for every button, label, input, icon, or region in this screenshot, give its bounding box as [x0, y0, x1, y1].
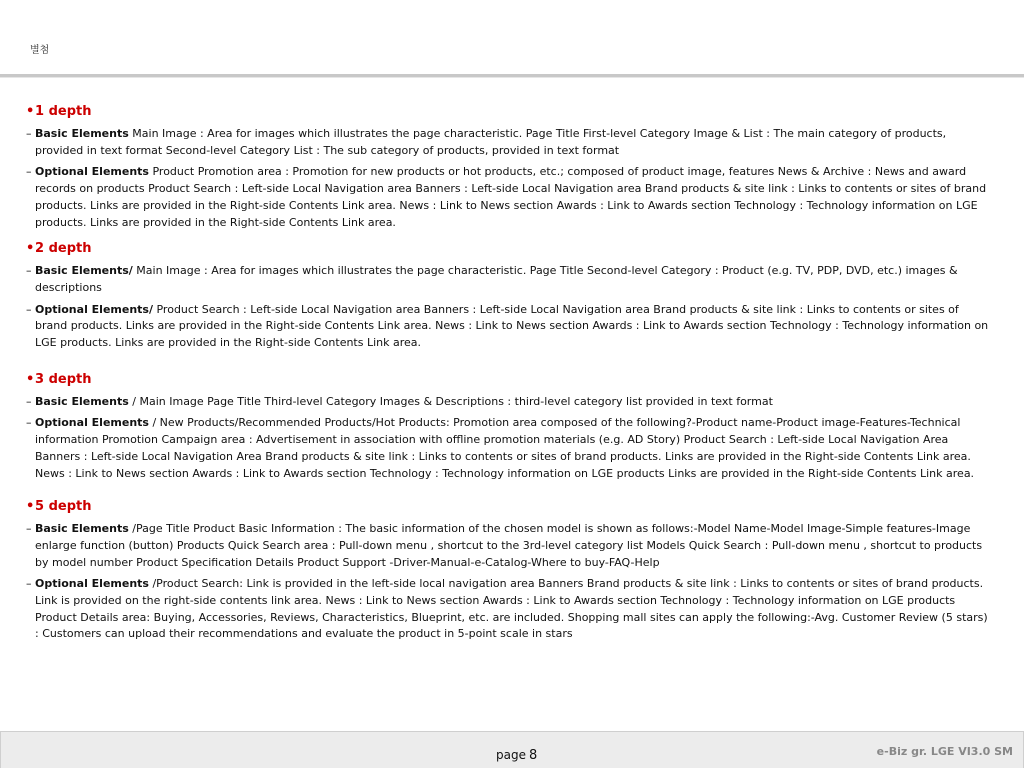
item-text: /Product Search: Link is provided in the left-side local navigation area Banners Brand products & site link : Links to contents or sites of brand products. Link is provided on the right-side contents link area. News : Link to News section Awards : Link to Awards section Technology : Technology information on LGE products Product Details area: Buying, Accessories, Reviews, Characteristics, Blueprint, etc. are included. Shopping mall sites can apply the following:-Avg. Customer Review (5 stars) : Customers can upload their recommendations and evaluate the product in 5-point scale in stars	[35, 577, 988, 641]
item-text: / Main Image Page Title Third-level Category Images & Descriptions : third-level category list provided in text format	[128, 394, 773, 408]
dash-icon: –	[26, 302, 32, 316]
dash-icon: –	[26, 394, 32, 408]
attachment-label: 별첨	[30, 45, 50, 56]
section-title: 2 depth	[35, 241, 92, 257]
dash-icon: –	[26, 522, 32, 536]
item-text: Product Search : Left-side Local Navigation area Banners : Left-side Local Navigation area Brand products & site link : Links to contents or sites of brand products. Links are provided in the Right-side Contents Link area. News : Link to News section Awards : Link to Awards section Technology : Technology information on LGE products. Links are provided in the Right-side Contents Link area.	[35, 302, 989, 350]
footer-bar	[0, 731, 1024, 768]
slide-content	[26, 102, 994, 648]
section-5-depth	[26, 497, 994, 643]
dash-icon: –	[26, 416, 32, 430]
list-item	[26, 126, 994, 159]
header-divider	[0, 74, 1024, 78]
dash-icon: –	[26, 127, 32, 140]
list-item	[26, 415, 994, 482]
bullet-icon: •	[26, 104, 35, 119]
section-2-depth	[26, 239, 994, 352]
bullet-icon: •	[26, 371, 35, 387]
item-label: Optional Elements	[35, 165, 149, 179]
section-heading	[26, 102, 994, 122]
page-label: page	[496, 748, 526, 762]
section-3-depth	[26, 370, 994, 483]
list-item	[26, 164, 994, 231]
item-label: Optional Elements	[35, 577, 149, 591]
section-1-depth	[26, 102, 994, 231]
item-label: Optional Elements	[35, 416, 149, 430]
list-item	[26, 302, 994, 352]
footer-brand: e-Biz gr. LGE VI3.0 SM	[876, 745, 1013, 758]
dash-icon: –	[26, 264, 32, 278]
section-title: 5 depth	[35, 499, 92, 515]
dash-icon: –	[26, 577, 32, 591]
list-item	[26, 263, 994, 296]
page-indicator	[496, 748, 537, 763]
item-label: Basic Elements	[35, 522, 129, 536]
item-label: Basic Elements	[35, 127, 129, 140]
item-label: Basic Elements/	[35, 264, 133, 278]
list-item	[26, 576, 994, 643]
bullet-icon: •	[26, 241, 35, 257]
list-item	[26, 521, 994, 571]
section-title: 3 depth	[35, 371, 92, 387]
dash-icon: –	[26, 165, 32, 179]
section-heading	[26, 370, 994, 390]
section-title: 1 depth	[35, 104, 92, 119]
page-number: 8	[528, 748, 538, 763]
item-text: Product Promotion area : Promotion for new products or hot products, etc.; composed of product image, features News & Archive : News and award records on products Product Search : Left-side Local Navigation area Banners : Left-side Local Navigation area Brand products & site link : Links to contents or sites of brand products. Links are provided in the Right-side Contents Link area. News : Link to News section Awards : Link to Awards section Technology : Technology information on LGE products. Links are provided in the Right-side Contents Link area.	[35, 165, 987, 229]
list-item	[26, 394, 994, 411]
item-label: Basic Elements	[35, 394, 129, 408]
item-text: /Page Title Product Basic Information : The basic information of the chosen model is shown as follows:-Model Name-Model Image-Simple features-Image enlarge function (button) Products Quick Search area : Pull-down menu , shortcut to the 3rd-level category list Models Quick Search : Pull-down menu , shortcut to products by model number Product Specification Details Product Support -Driver-Manual-e-Catalog-Where to buy-FAQ-Help	[35, 522, 983, 569]
item-text: Main Image : Area for images which illustrates the page characteristic. Page Title First-level Category Image & List : The main category of products, provided in text format Second-level Category List : The sub category of products, provided in text format	[35, 127, 947, 157]
section-heading	[26, 497, 994, 517]
item-label: Optional Elements/	[35, 302, 153, 316]
item-text: Main Image : Area for images which illustrates the page characteristic. Page Title Second-level Category : Product (e.g. TV, PDP, DVD, etc.) images & descriptions	[35, 264, 958, 294]
section-heading	[26, 239, 994, 259]
bullet-icon: •	[26, 499, 35, 515]
item-text: / New Products/Recommended Products/Hot Products: Promotion area composed of the following?-Product name-Product image-Features-Technical information Promotion Campaign area : Advertisement in association with offline promotion materials (e.g. AD Story) Product Search : Left-side Local Navigation Area Banners : Left-side Local Navigation Area Brand products & site link : Links to contents or sites of brand products. Links are provided in the Right-side Contents Link area. News : Link to News section Awards : Link to Awards section Technology : Technology information on LGE products Links are provided in the Right-side Contents Link area.	[35, 416, 975, 480]
